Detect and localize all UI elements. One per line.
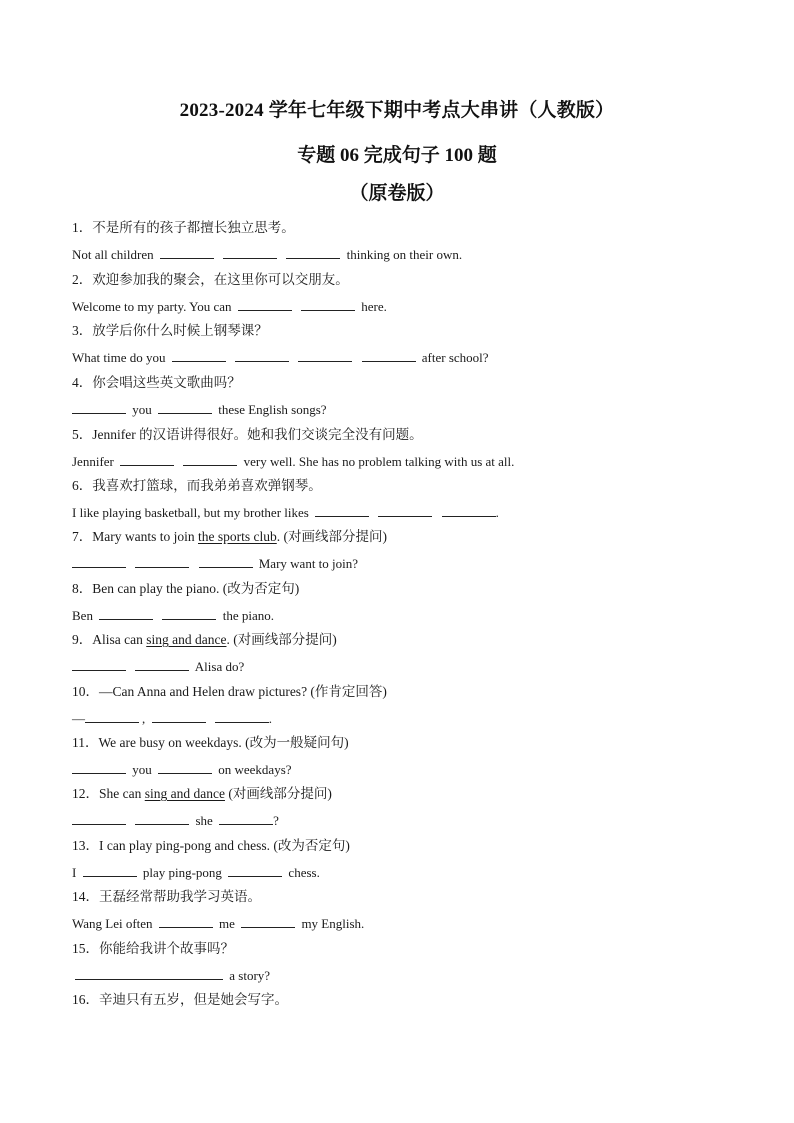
answer-blank[interactable]	[215, 710, 269, 723]
answer-blank[interactable]	[219, 812, 273, 825]
question-14-prompt: 14．王磊经常帮助我学习英语。	[72, 889, 261, 904]
question-1-prompt: 1．不是所有的孩子都擅长独立思考。	[72, 220, 295, 235]
question-16-prompt: 16．辛迪只有五岁，但是她会写字。	[72, 992, 288, 1007]
answer-blank[interactable]	[158, 761, 212, 774]
question-8-sentence: Ben the piano.	[72, 608, 274, 623]
question-11-prompt: 11．We are busy on weekdays. (改为一般疑问句)	[72, 735, 349, 750]
underlined-phrase: the sports club	[198, 529, 277, 544]
answer-blank[interactable]	[228, 864, 282, 877]
question-14-sentence: Wang Lei often me my English.	[72, 916, 365, 931]
answer-blank[interactable]	[378, 504, 432, 517]
underlined-phrase: sing and dance	[144, 786, 225, 801]
answer-blank[interactable]	[75, 967, 223, 980]
question-3-sentence: What time do you after school?	[72, 350, 489, 365]
question-10-sentence: — , .	[72, 711, 272, 726]
question-7-sentence: Mary want to join?	[72, 555, 358, 572]
question-12-prompt: 12．She can sing and dance (对画线部分提问)	[72, 786, 332, 801]
answer-blank[interactable]	[158, 401, 212, 414]
answer-blank[interactable]	[135, 812, 189, 825]
answer-blank[interactable]	[442, 504, 496, 517]
edition-label: （原卷版）	[349, 183, 445, 204]
question-10-prompt: 10．—Can Anna and Helen draw pictures? (作肯定回答)	[72, 684, 387, 699]
question-4-sentence: you these English songs?	[72, 401, 327, 418]
question-8-prompt: 8．Ben can play the piano. (改为否定句)	[72, 581, 300, 596]
topic-title: 专题 06 完成句子 100 题	[297, 145, 497, 166]
question-2-prompt: 2．欢迎参加我的聚会，在这里你可以交朋友。	[72, 272, 349, 287]
question-9-prompt: 9．Alisa can sing and dance. (对画线部分提问)	[72, 632, 337, 647]
answer-blank[interactable]	[223, 246, 277, 259]
answer-blank[interactable]	[85, 710, 139, 723]
question-6-sentence: I like playing basketball, but my brother likes .	[72, 505, 499, 520]
answer-blank[interactable]	[72, 761, 126, 774]
answer-blank[interactable]	[135, 658, 189, 671]
answer-blank[interactable]	[315, 504, 369, 517]
answer-blank[interactable]	[72, 658, 126, 671]
question-15-sentence: a story?	[72, 967, 270, 984]
answer-blank[interactable]	[72, 812, 126, 825]
question-6-prompt: 6．我喜欢打篮球，而我弟弟喜欢弹钢琴。	[72, 478, 322, 493]
answer-blank[interactable]	[183, 453, 237, 466]
question-13-prompt: 13．I can play ping-pong and chess. (改为否定句)	[72, 838, 350, 853]
question-13-sentence: I play ping-pong chess.	[72, 865, 320, 880]
question-4-prompt: 4．你会唱这些英文歌曲吗？	[72, 375, 241, 390]
answer-blank[interactable]	[99, 607, 153, 620]
question-9-sentence: Alisa do?	[72, 658, 244, 675]
worksheet-title: 2023-2024 学年七年级下期中考点大串讲（人教版）	[179, 100, 615, 121]
answer-blank[interactable]	[162, 607, 216, 620]
answer-blank[interactable]	[135, 555, 189, 568]
question-3-prompt: 3．放学后你什么时候上钢琴课？	[72, 323, 268, 338]
answer-blank[interactable]	[83, 864, 137, 877]
answer-blank[interactable]	[238, 298, 292, 311]
answer-blank[interactable]	[152, 710, 206, 723]
answer-blank[interactable]	[301, 298, 355, 311]
answer-blank[interactable]	[286, 246, 340, 259]
answer-blank[interactable]	[362, 349, 416, 362]
answer-blank[interactable]	[235, 349, 289, 362]
answer-blank[interactable]	[298, 349, 352, 362]
underlined-phrase: sing and dance	[146, 632, 227, 647]
question-5-prompt: 5．Jennifer 的汉语讲得很好。她和我们交谈完全没有问题。	[72, 427, 423, 442]
question-11-sentence: you on weekdays?	[72, 761, 292, 778]
answer-blank[interactable]	[172, 349, 226, 362]
answer-blank[interactable]	[160, 246, 214, 259]
question-12-sentence: she ?	[72, 812, 279, 829]
question-2-sentence: Welcome to my party. You can here.	[72, 299, 387, 314]
answer-blank[interactable]	[120, 453, 174, 466]
question-7-prompt: 7．Mary wants to join the sports club. (对画线部分提问)	[72, 529, 387, 544]
question-15-prompt: 15．你能给我讲个故事吗？	[72, 941, 234, 956]
answer-blank[interactable]	[72, 555, 126, 568]
answer-blank[interactable]	[159, 915, 213, 928]
answer-blank[interactable]	[199, 555, 253, 568]
question-5-sentence: Jennifer very well. She has no problem talking with us at all.	[72, 454, 515, 469]
answer-blank[interactable]	[241, 915, 295, 928]
answer-blank[interactable]	[72, 401, 126, 414]
question-1-sentence: Not all children thinking on their own.	[72, 247, 463, 262]
